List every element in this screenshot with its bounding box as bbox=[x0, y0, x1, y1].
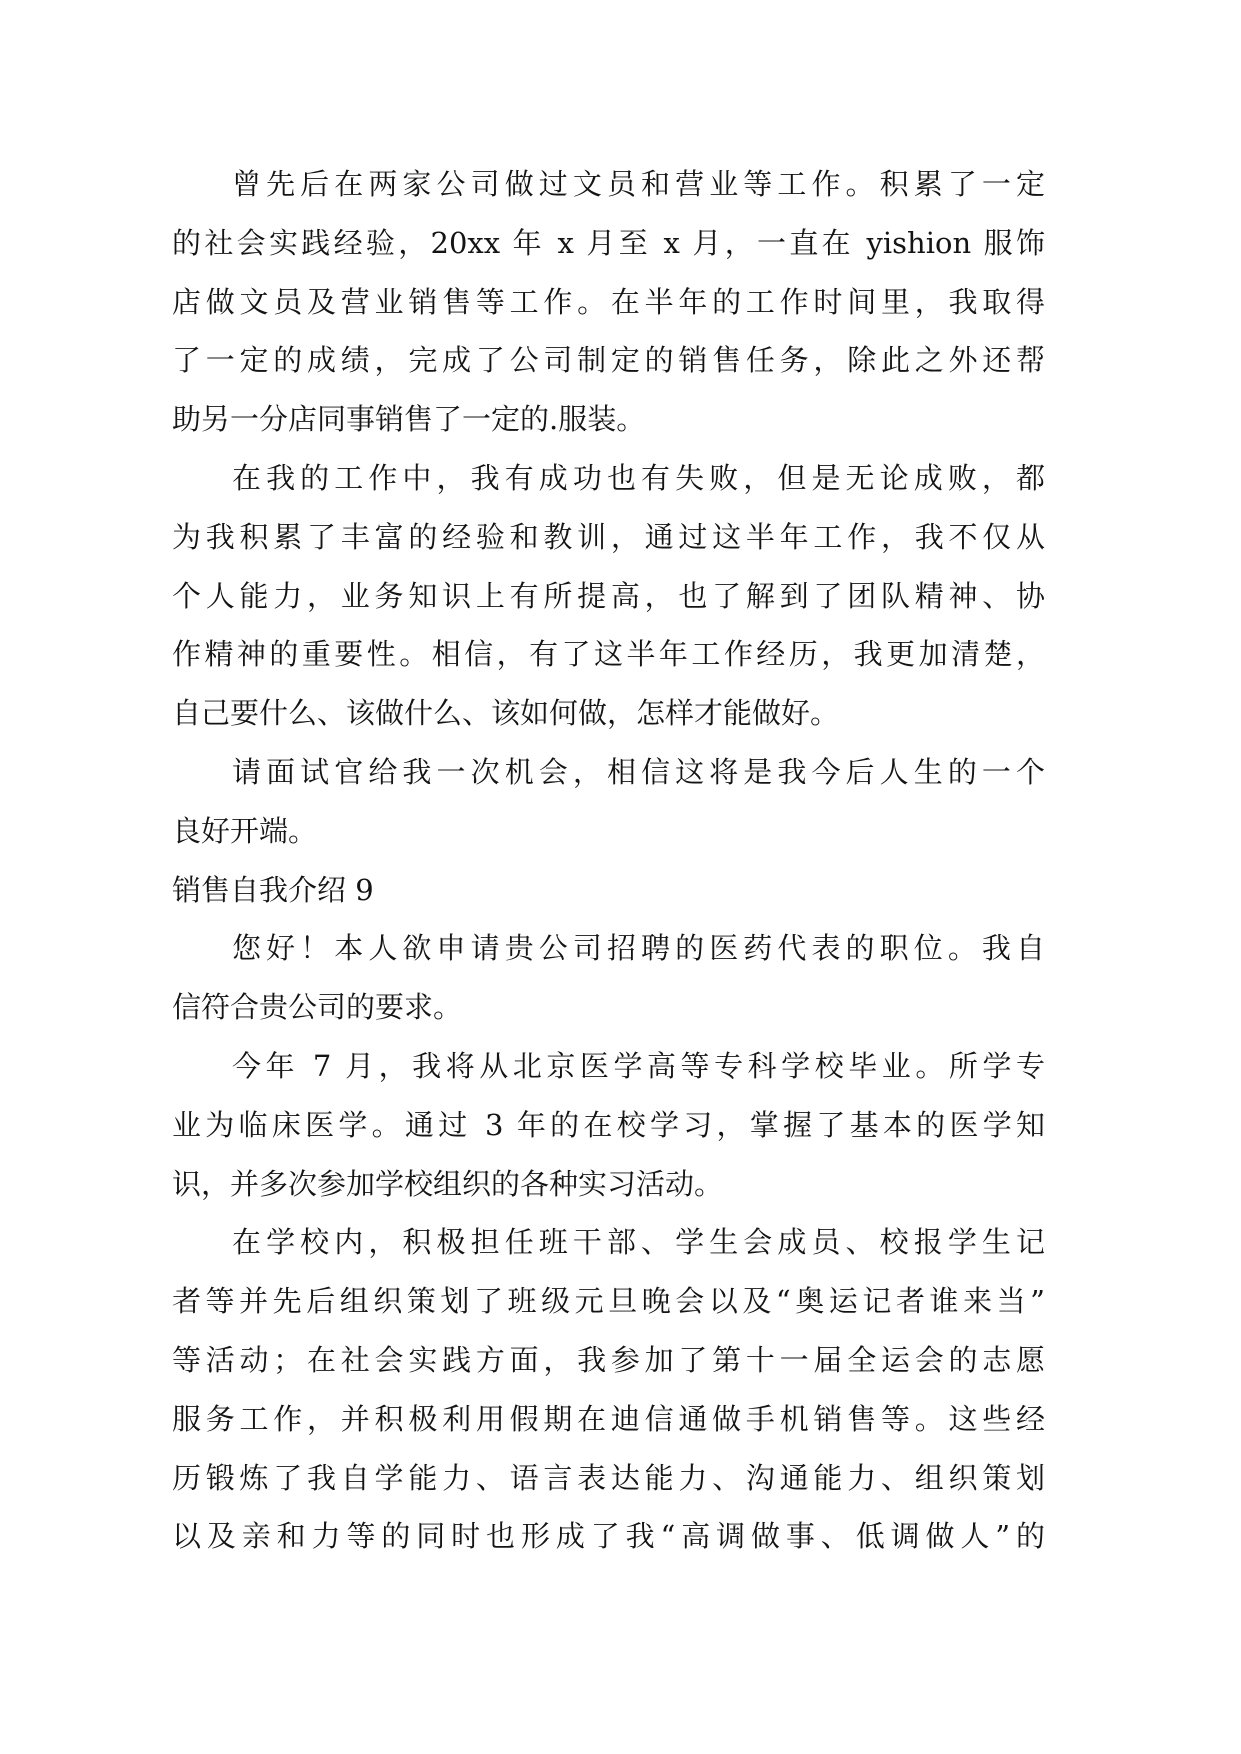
text-line: 信符合贵公司的要求。 bbox=[172, 990, 463, 1025]
text-line: 服务工作，并积极利用假期在迪信通做手机销售等。这些经 bbox=[172, 1401, 1045, 1436]
paragraph bbox=[172, 1213, 1045, 1566]
text-line: 的社会实践经验，20xx 年 x 月至 x 月，一直在 yishion 服饰 bbox=[172, 225, 1045, 260]
text-line: 在学校内，积极担任班干部、学生会成员、校报学生记 bbox=[232, 1225, 1045, 1260]
text-line: 业为临床医学。通过 3 年的在校学习，掌握了基本的医学知 bbox=[172, 1107, 1045, 1142]
text-line: 作精神的重要性。相信，有了这半年工作经历，我更加清楚， bbox=[172, 637, 1045, 672]
text-line: 在我的工作中，我有成功也有失败，但是无论成败，都 bbox=[232, 460, 1045, 495]
text-line: 今年 7 月，我将从北京医学高等专科学校毕业。所学专 bbox=[232, 1048, 1045, 1083]
paragraph bbox=[172, 919, 1045, 1037]
text-line: 等活动；在社会实践方面，我参加了第十一届全运会的志愿 bbox=[172, 1342, 1045, 1377]
text-line: 以及亲和力等的同时也形成了我“高调做事、低调做人”的 bbox=[172, 1519, 1045, 1554]
document-body bbox=[172, 155, 1045, 1566]
text-line: 个人能力，业务知识上有所提高，也了解到了团队精神、协 bbox=[172, 578, 1045, 613]
text-line: 自己要什么、该做什么、该如何做，怎样才能做好。 bbox=[172, 696, 840, 731]
text-line: 您好！本人欲申请贵公司招聘的医药代表的职位。我自 bbox=[232, 931, 1045, 966]
text-line: 历锻炼了我自学能力、语言表达能力、沟通能力、组织策划 bbox=[172, 1460, 1045, 1495]
text-line: 为我积累了丰富的经验和教训，通过这半年工作，我不仅从 bbox=[172, 519, 1045, 554]
text-line: 店做文员及营业销售等工作。在半年的工作时间里，我取得 bbox=[172, 284, 1045, 319]
text-line: 者等并先后组织策划了班级元旦晚会以及“奥运记者谁来当” bbox=[172, 1284, 1045, 1319]
section-heading: 销售自我介绍 9 bbox=[172, 872, 374, 907]
paragraph bbox=[172, 1037, 1045, 1213]
text-line: 请面试官给我一次机会，相信这将是我今后人生的一个 bbox=[232, 754, 1045, 789]
text-line: 良好开端。 bbox=[172, 813, 318, 848]
text-line: 了一定的成绩，完成了公司制定的销售任务，除此之外还帮 bbox=[172, 343, 1045, 378]
text-line: 识，并多次参加学校组织的各种实习活动。 bbox=[172, 1166, 724, 1201]
paragraph bbox=[172, 449, 1045, 743]
text-line: 助另一分店同事销售了一定的.服装。 bbox=[172, 402, 646, 437]
paragraph bbox=[172, 743, 1045, 861]
paragraph bbox=[172, 155, 1045, 449]
text-line: 曾先后在两家公司做过文员和营业等工作。积累了一定 bbox=[232, 167, 1045, 201]
